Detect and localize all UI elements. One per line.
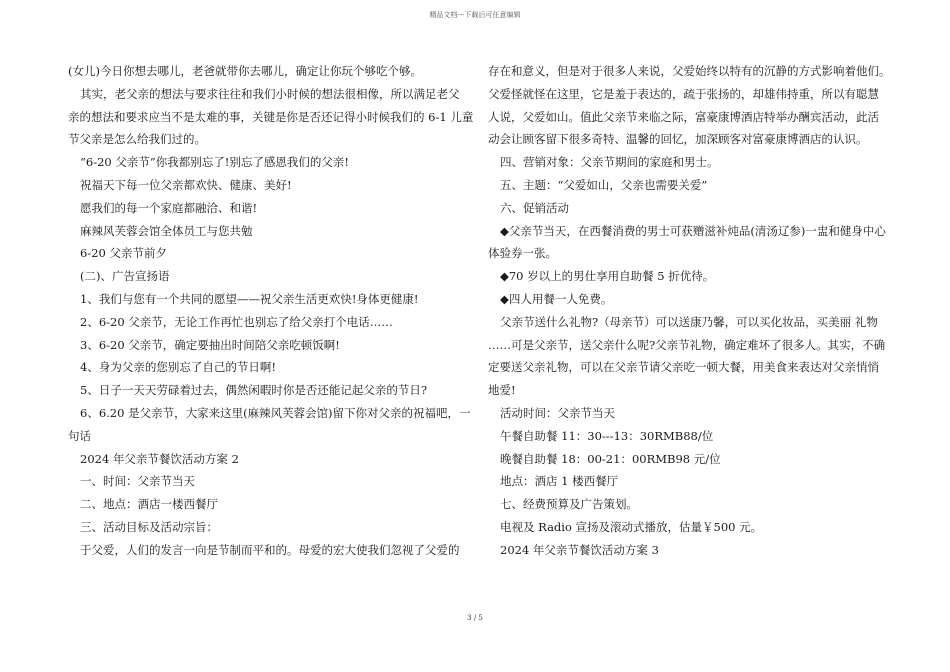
text-line: 二、地点：酒店一楼西餐厅 xyxy=(80,497,218,512)
text-line: 1、我们与您有一个共同的愿望——祝父亲生活更欢快!身体更健康! xyxy=(80,291,419,306)
text-line: 麻辣风芙蓉会馆全体员工与您共勉 xyxy=(80,223,253,238)
text-line: 亲的想法和要求应当不是太难的事，关键是你是否还记得小时候我们的 6-1 儿童 xyxy=(68,109,474,124)
text-line: 定要送父亲礼物，可以在父亲节请父亲吃一顿大餐，用美食来表达对父亲悄悄 xyxy=(488,360,879,375)
text-line: 其实，老父亲的想法与要求往往和我们小时候的想法很相像，所以满足老父 xyxy=(80,86,460,101)
page-number: 3 / 5 xyxy=(467,614,483,622)
text-line: ◆四人用餐一人免费。 xyxy=(500,291,613,306)
text-line: (二)、广告宣扬语 xyxy=(80,269,170,284)
text-line: 晚餐自助餐 18：00-21：00RMB98 元/位 xyxy=(500,451,721,466)
text-line: 人说，父爱如山。值此父亲节来临之际，富豪康博酒店特举办酬宾活动，此活 xyxy=(488,109,879,124)
text-line: 2024 年父亲节餐饮活动方案 3 xyxy=(500,542,659,557)
text-line: 七、经费预算及广告策划。 xyxy=(500,497,638,512)
right-column xyxy=(488,64,891,566)
text-line: 六、促销活动 xyxy=(500,200,569,215)
text-line: 祝福天下每一位父亲都欢快、健康、美好! xyxy=(80,177,292,192)
text-line: 父爱怪就怪在这里，它是羞于表达的，疏于张扬的，却雄伟持重，所以有聪慧 xyxy=(488,86,879,101)
left-column xyxy=(68,64,474,566)
text-line: 父亲节送什么礼物?（母亲节）可以送康乃馨，可以买化妆品，买美丽 礼物 xyxy=(500,314,878,329)
text-line: ◆父亲节当天，在西餐消费的男士可获赠滋补炖品(清汤辽参)一盅和健身中心 xyxy=(500,223,886,238)
text-line: 6-20 父亲节前夕 xyxy=(80,246,167,261)
text-line: 2、6-20 父亲节，无论工作再忙也别忘了给父亲打个电话…… xyxy=(80,314,393,329)
text-line: 6、6.20 是父亲节，大家来这里(麻辣风芙蓉会馆)留下你对父亲的祝福吧，一 xyxy=(80,405,471,420)
text-line: 2024 年父亲节餐饮活动方案 2 xyxy=(80,451,239,466)
text-line: 四、营销对象：父亲节期间的家庭和男士。 xyxy=(500,155,719,170)
text-line: 存在和意义，但是对于很多人来说，父爱始终以特有的沉静的方式影响着他们。 xyxy=(488,64,891,78)
text-line: (女儿)今日你想去哪儿，老爸就带你去哪儿，确定让你玩个够吃个够。 xyxy=(68,64,422,78)
text-line: 体验券一张。 xyxy=(488,246,557,261)
text-line: 5、日子一天天劳碌着过去，偶然闲暇时你是否还能记起父亲的节日? xyxy=(80,383,427,398)
text-line: 活动时间：父亲节当天 xyxy=(500,405,615,420)
text-line: 节父亲是怎么给我们过的。 xyxy=(68,132,206,147)
text-line: 五、主题：“父爱如山，父亲也需要关爱” xyxy=(500,177,708,192)
text-line: 动会让顾客留下很多奇特、温馨的回忆，加深顾客对富豪康博酒店的认识。 xyxy=(488,132,868,147)
text-line: 地爱! xyxy=(488,383,516,398)
text-line: 一、时间：父亲节当天 xyxy=(80,474,195,489)
text-line: 于父爱，人们的发言一向是节制而平和的。母爱的宏大使我们忽视了父爱的 xyxy=(80,542,460,557)
text-line: ……可是父亲节，送父亲什么呢?父亲节礼物，确定难坏了很多人。其实，不确 xyxy=(488,337,886,352)
text-line: 午餐自助餐 11：30---13：30RMB88/位 xyxy=(500,428,714,443)
text-line: 三、活动目标及活动宗旨： xyxy=(80,519,218,534)
page-header: 精品文档---下载后可任意编辑 xyxy=(429,11,521,19)
text-line: 电视及 Radio 宣扬及滚动式播放，估量￥500 元。 xyxy=(500,519,763,534)
text-line: 3、6-20 父亲节，确定要抽出时间陪父亲吃顿饭啊! xyxy=(80,337,340,352)
text-line: 4、身为父亲的您别忘了自己的节日啊! xyxy=(80,360,276,375)
text-line: “6-20 父亲节”你我都别忘了!别忘了感恩我们的父亲! xyxy=(80,155,349,170)
text-line: ◆70 岁以上的男仕享用自助餐 5 折优待。 xyxy=(500,269,715,284)
text-line: 句话 xyxy=(68,428,91,443)
text-line: 愿我们的每一个家庭都融洽、和谐! xyxy=(80,200,258,215)
text-line: 地点：酒店 1 楼西餐厅 xyxy=(500,474,619,489)
